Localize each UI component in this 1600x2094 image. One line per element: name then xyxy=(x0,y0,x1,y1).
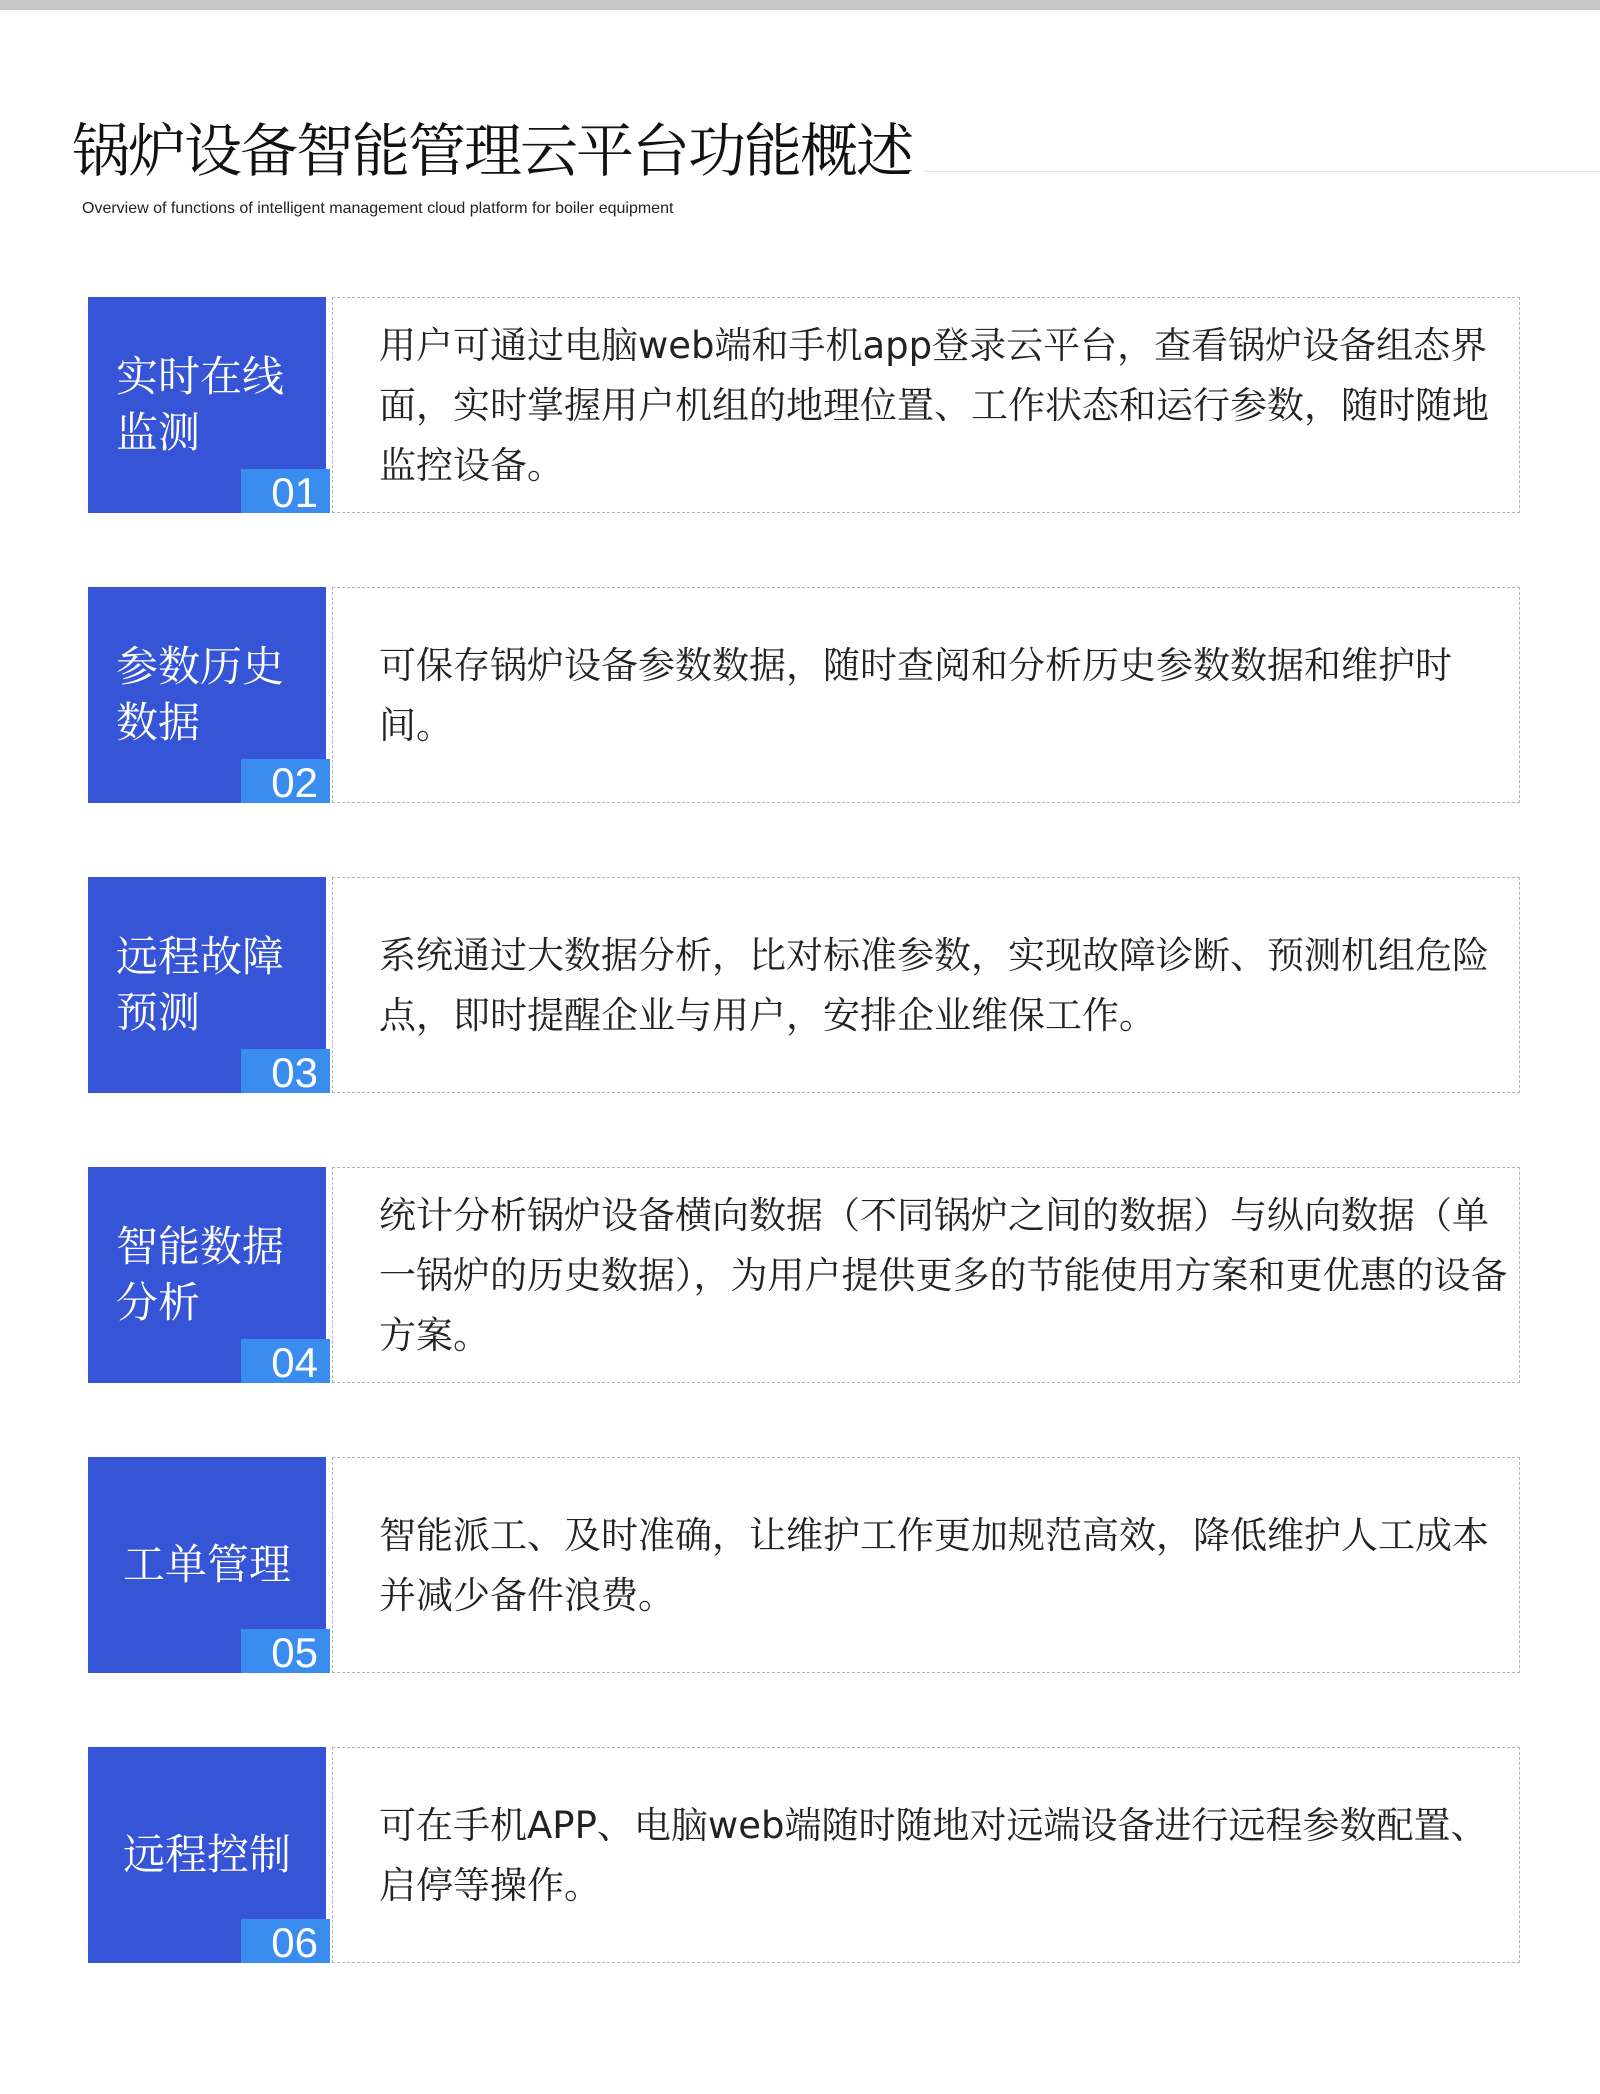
feature-label: 远程控制 xyxy=(122,1830,291,1879)
feature-label: 实时在线监测 xyxy=(116,352,285,457)
feature-number: 05 xyxy=(241,1629,330,1673)
feature-description: 可在手机APP、电脑web端随时随地对远端设备进行远程参数配置、启停等操作。 xyxy=(379,1804,1488,1907)
feature-description-box xyxy=(332,877,1520,1093)
feature-description-box xyxy=(332,1167,1520,1383)
feature-label: 参数历史数据 xyxy=(116,642,285,747)
feature-row-realtime-monitoring xyxy=(88,297,1520,516)
feature-description-box xyxy=(332,297,1520,513)
top-bar xyxy=(0,0,1600,10)
feature-number: 06 xyxy=(241,1919,330,1963)
feature-description: 系统通过大数据分析，比对标准参数，实现故障诊断、预测机组危险点，即时提醒企业与用户，安排企业维保工作。 xyxy=(379,934,1489,1037)
page-subtitle: Overview of functions of intelligent management cloud platform for boiler equipment xyxy=(82,200,674,217)
feature-row-work-order xyxy=(88,1457,1520,1676)
feature-row-remote-control xyxy=(88,1747,1520,1966)
page-title: 锅炉设备智能管理云平台功能概述 xyxy=(72,122,924,180)
feature-label: 远程故障预测 xyxy=(116,932,285,1037)
feature-number: 02 xyxy=(241,759,330,803)
feature-description: 统计分析锅炉设备横向数据（不同锅炉之间的数据）与纵向数据（单一锅炉的历史数据），为用户提供更多的节能使用方案和更优惠的设备方案。 xyxy=(379,1194,1508,1357)
feature-label: 工单管理 xyxy=(122,1540,291,1589)
feature-description-box xyxy=(332,1747,1520,1963)
feature-row-fault-prediction xyxy=(88,877,1520,1096)
feature-number: 03 xyxy=(241,1049,330,1093)
feature-description-box xyxy=(332,1457,1520,1673)
feature-number: 04 xyxy=(241,1339,330,1383)
feature-description: 智能派工、及时准确，让维护工作更加规范高效，降低维护人工成本并减少备件浪费。 xyxy=(379,1514,1489,1617)
feature-label: 智能数据分析 xyxy=(116,1222,285,1327)
feature-description-box xyxy=(332,587,1520,803)
feature-row-parameter-history xyxy=(88,587,1520,806)
feature-description: 可保存锅炉设备参数数据，随时查阅和分析历史参数数据和维护时间。 xyxy=(379,644,1452,747)
feature-row-data-analysis xyxy=(88,1167,1520,1386)
feature-number: 01 xyxy=(241,469,330,513)
feature-description: 用户可通过电脑web端和手机app登录云平台，查看锅炉设备组态界面，实时掌握用户机组的地理位置、工作状态和运行参数，随时随地监控设备。 xyxy=(379,324,1489,487)
